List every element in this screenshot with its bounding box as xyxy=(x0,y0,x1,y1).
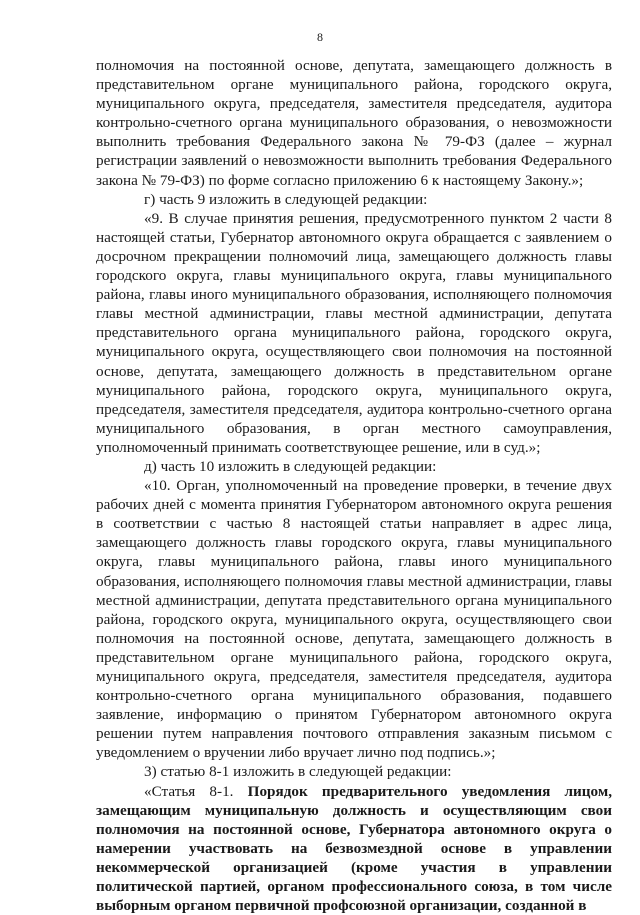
article-prefix: «Статья 8-1. xyxy=(144,782,248,800)
paragraph-continuation: полномочия на постоянной основе, депутата, замещающего должность в представительном органе муниципального района, городского округа, муниципального округа, председателя, заместителя председателя, аудитора контрольно-счетного органа муниципального образования, о невозможности выполнить требования Федерального закона № 79-ФЗ (далее – журнал регистрации заявлений о невозможности выполнить требования Федерального закона № 79-ФЗ) по форме согласно приложению 6 к настоящему Закону.»; xyxy=(96,57,612,189)
document-body xyxy=(96,56,612,915)
paragraph-item-d: д) часть 10 изложить в следующей редакции: xyxy=(144,457,437,475)
paragraph-item-g: г) часть 9 изложить в следующей редакции: xyxy=(144,190,428,208)
paragraph-part-10: «10. Орган, уполномоченный на проведение проверки, в течение двух рабочих дней с момента принятия Губернатором автономного округа решения в соответствии с частью 8 настоящей статьи направляет в адрес лица, замещающего должность главы городского округа, главы муниципального округа, главы муниципального района, главы иного муниципального образования, исполняющего полномочия главы местной администрации, главы местной администрации, депутата представительного органа муниципального района, городского округа, муниципального округа, осуществляющего свои полномочия на постоянной основе, депутата, замещающего должность в представительном органе муниципального района, городского округа, муниципального округа, председателя, заместителя председателя, аудитора контрольно-счетного органа муниципального образования, подавшего заявление, информацию о принятом Губернатором автономного округа решении путем направления почтового отправления заказным письмом с уведомлением о вручении либо вручает лично под подпись.»; xyxy=(96,477,612,762)
paragraph-item-3: 3) статью 8-1 изложить в следующей редакции: xyxy=(144,763,452,781)
article-title: Порядок предварительного уведомления лицом, замещающим муниципальную должность и осуществляющим свои полномочия на постоянной основе, Губернатора автономного округа о намерении участвовать на безвозмездной основе в управлении некоммерческой организацией (кроме участия в управлении политической партией, органом профессионального союза, в том числе выборным органом первичной профсоюзной организации, созданной в xyxy=(96,782,612,915)
page-number: 8 xyxy=(317,30,323,44)
article-heading xyxy=(96,782,612,915)
paragraph-part-9: «9. В случае принятия решения, предусмотренного пунктом 2 части 8 настоящей статьи, Губернатор автономного округа обращается с заявлением о досрочном прекращении полномочий лица, замещающего должность главы городского округа, главы муниципального округа, главы муниципального района, главы иного муниципального образования, исполняющего полномочия главы местной администрации, главы местной администрации, депутата представительного органа муниципального района, городского округа, муниципального округа, осуществляющего свои полномочия на постоянной основе, депутата, замещающего должность в представительном органе муниципального района, городского округа, муниципального округа, председателя, заместителя председателя, аудитора контрольно-счетного органа муниципального образования, в орган местного самоуправления, уполномоченный принимать соответствующее решение, или в суд.»; xyxy=(96,209,612,456)
